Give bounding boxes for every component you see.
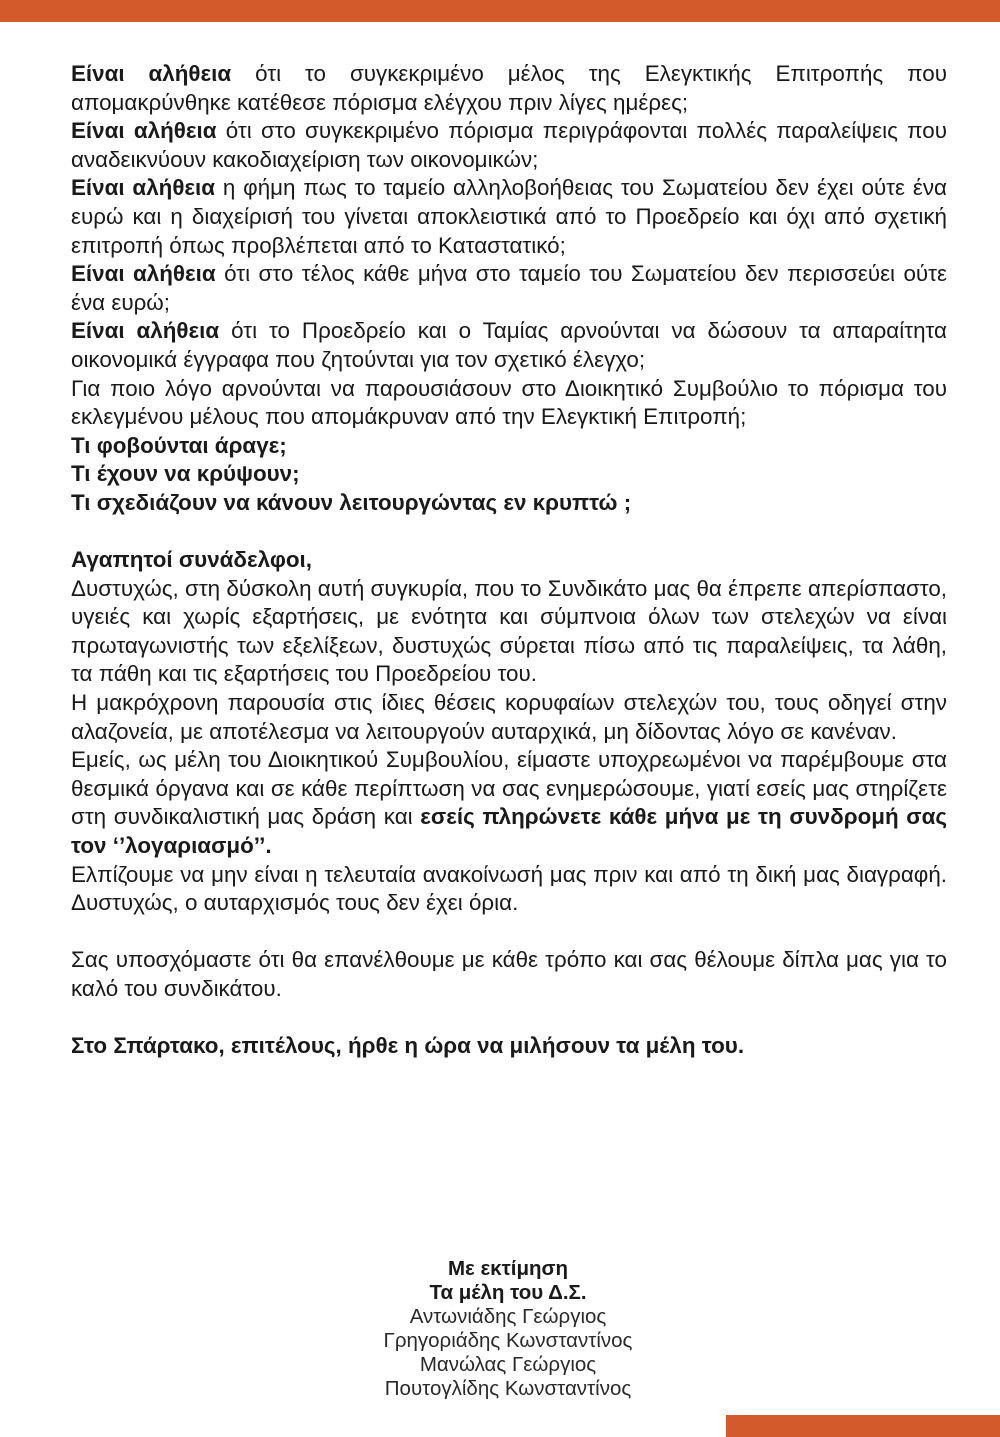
claim-paragraph	[71, 117, 947, 174]
claim-lead: Είναι αλήθεια	[71, 118, 217, 144]
spacer	[71, 918, 947, 947]
claim-text: ότι το συγκεκριμένο μέλος της Ελεγκτικής Επιτροπής που απομακρύνθηκε κατέθεσε πόρισμα ελέγχου πριν λίγες ημέρες;	[71, 61, 947, 115]
spacer	[71, 518, 947, 547]
bold-question: Τι έχουν να κρύψουν;	[71, 461, 300, 487]
body-paragraph	[71, 746, 947, 860]
bottom-accent-bar	[726, 1415, 1000, 1437]
signature-block	[260, 1257, 756, 1401]
signature-greeting: Με εκτίμηση	[447, 1257, 569, 1280]
spacer	[71, 1004, 947, 1033]
letter-body	[71, 60, 947, 1061]
bold-question: Τι φοβούνται άραγε;	[71, 432, 287, 458]
closing-line: Στο Σπάρτακο, επιτέλους, ήρθε η ώρα να μιλήσουν τα μέλη του.	[71, 1033, 745, 1059]
claim-lead: Είναι αλήθεια	[71, 175, 216, 201]
signatory-name: Αντωνιάδης Γεώργιος	[409, 1305, 607, 1328]
claim-lead: Είναι αλήθεια	[71, 318, 220, 344]
body-text: Εμείς, ως μέλη του Διοικητικού Συμβουλίου, είμαστε υποχρεωμένοι να παρέμβουμε στα θεσμικά όργανα και σε κάθε περίπτωση να σας ενημερώσουμε, γιατί εσείς μας στηρίζετε στη συνδικαλιστική μας δράση και	[71, 747, 947, 830]
claim-paragraph	[71, 174, 947, 260]
salutation: Αγαπητοί συνάδελφοι,	[71, 547, 312, 573]
top-accent-bar	[0, 0, 1000, 22]
claim-lead: Είναι αλήθεια	[71, 261, 216, 287]
claim-text: η φήμη πως το ταμείο αλληλοβοήθειας του Σωματείου δεν έχει ούτε ένα ευρώ και η διαχείρισή του γίνεται αποκλειστικά από το Προεδρείο και όχι από σχετική επιτροπή όπως προβλέπεται από το Καταστατικό;	[71, 175, 947, 258]
claim-paragraph	[71, 60, 947, 117]
body-paragraph: Ελπίζουμε να μην είναι η τελευταία ανακοίνωσή μας πριν και από τη δική μας διαγραφή. Δυστυχώς, ο αυταρχισμός τους δεν έχει όρια.	[71, 861, 947, 916]
signature-group: Τα μέλη του Δ.Σ.	[429, 1281, 587, 1304]
bold-question: Τι σχεδιάζουν να κάνουν λειτουργώντας εν κρυπτώ ;	[71, 489, 632, 515]
body-paragraph: Σας υποσχόμαστε ότι θα επανέλθουμε με κάθε τρόπο και σας θέλουμε δίπλα μας για το καλό του συνδικάτου.	[71, 947, 947, 1001]
question-paragraph: Για ποιο λόγο αρνούνται να παρουσιάσουν στο Διοικητικό Συμβούλιο το πόρισμα του εκλεγμένου μέλους που απομάκρυναν από την Ελεγκτική Επιτροπή;	[71, 375, 947, 430]
signatory-name: Γρηγοριάδης Κωνσταντίνος	[383, 1329, 633, 1352]
claim-lead: Είναι αλήθεια	[71, 61, 232, 86]
signatory-name: Πουτογλίδης Κωνσταντίνος	[384, 1377, 632, 1400]
body-paragraph: Δυστυχώς, στη δύσκολη αυτή συγκυρία, που το Συνδικάτο μας θα έπρεπε απερίσπαστο, υγειές και χωρίς εξαρτήσεις, με ενότητα και σύμπνοια όλων των στελεχών να είναι πρωταγωνιστής των εξελίξεων, δυστυχώς σύρεται πίσω από τις παραλείψεις, τα λάθη, τα πάθη και τις εξαρτήσεις του Προεδρείου του.	[71, 575, 947, 687]
signatory-name: Μανώλας Γεώργιος	[419, 1353, 597, 1376]
claim-text: ότι στο τέλος κάθε μήνα στο ταμείο του Σωματείου δεν περισσεύει ούτε ένα ευρώ;	[71, 261, 947, 315]
emphasis-text: εσείς πληρώνετε κάθε μήνα με τη συνδρομή σας τον ‘’λογαριασμό’’.	[71, 804, 947, 859]
claim-paragraph	[71, 317, 947, 374]
claim-text: ότι στο συγκεκριμένο πόρισμα περιγράφονται πολλές παραλείψεις που αναδεικνύουν κακοδιαχείριση των οικονομικών;	[71, 118, 947, 172]
claim-text: ότι το Προεδρείο και ο Ταμίας αρνούνται να δώσουν τα απαραίτητα οικονομικά έγγραφα που ζητούνται για τον σχετικό έλεγχο;	[71, 318, 947, 372]
body-paragraph: Η μακρόχρονη παρουσία στις ίδιες θέσεις κορυφαίων στελεχών του, τους οδηγεί στην αλαζονεία, με αποτέλεσμα να λειτουργούν αυταρχικά, μη δίδοντας λόγο σε κανέναν.	[71, 690, 947, 744]
claim-paragraph	[71, 260, 947, 317]
